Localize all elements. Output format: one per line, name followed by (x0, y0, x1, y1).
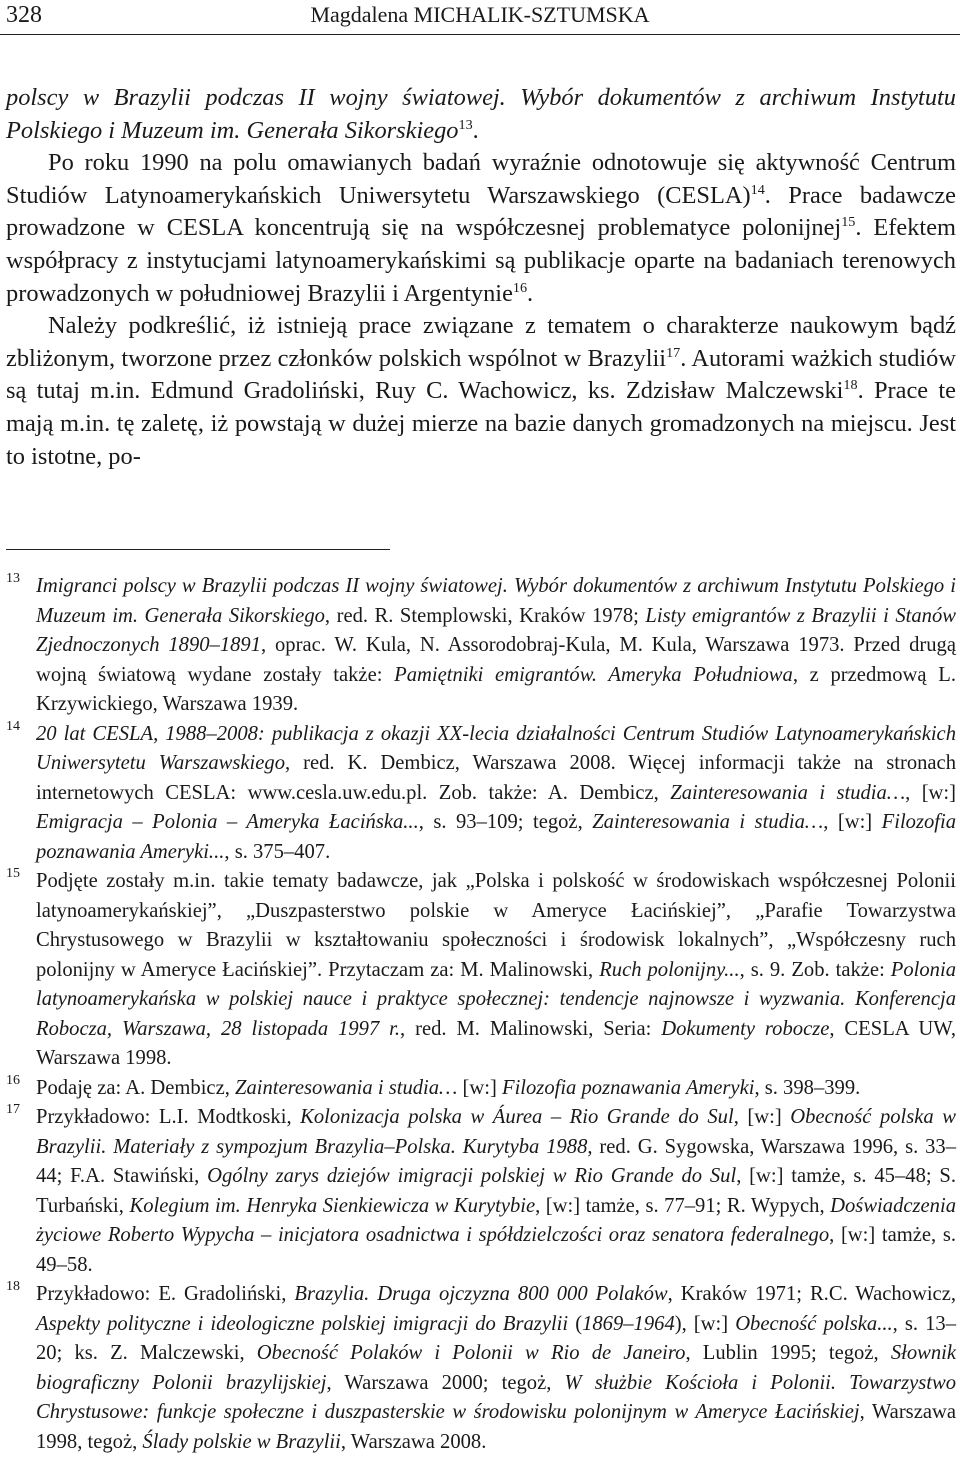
text-run: Słownik biograficzny Polonii brazylijskiej (36, 1342, 957, 1394)
text-run: , [w:] tamże, s. 45–48; S. Turbański, (36, 1165, 957, 1217)
footnote-number: 14 (6, 718, 20, 734)
text-run: polscy w Brazylii podczas II wojny światowej. Wybór dokumentów z archiwum Instytutu Polskiego i Muzeum im. Generała Sikorskiego (6, 84, 956, 144)
footnote-16 (6, 1074, 956, 1104)
body-paragraph-2 (6, 147, 956, 310)
footnote-reference: 14 (750, 181, 765, 198)
text-run: Filozofia poznawania Ameryki (501, 1076, 755, 1099)
text-run: Kolonizacja polska w Áurea – Rio Grande do Sul (300, 1106, 734, 1128)
text-run: Aspekty polityczne i ideologiczne polskiej imigracji do Brazylii (36, 1312, 569, 1335)
footnote-number: 18 (6, 1279, 20, 1294)
text-run: ( (568, 1312, 583, 1335)
footnote-number: 17 (6, 1102, 20, 1117)
text-run: 20 lat CESLA, 1988–2008: publikacja z okazji XX-lecia działalności Centrum Studiów Latynoamerykańskich Uniwersytetu Warszawskiego (36, 722, 956, 774)
text-run: , [w:] (823, 811, 882, 833)
footnote-15 (6, 867, 956, 1074)
text-run: Zainteresowania i studia… (592, 811, 824, 833)
page-number: 328 (6, 2, 42, 28)
text-run: , s. 398–399. (754, 1076, 861, 1099)
text-run: Podaję za: A. Dembicz, (36, 1076, 236, 1099)
text-run: Należy podkreślić, iż istnieją prace związane z tematem o charakterze naukowym bądź zbliżonym, tworzone przez członków polskich wspólnot w Brazylii (6, 312, 956, 372)
body-text (6, 82, 956, 473)
text-run: , Kraków 1971; R.C. Wachowicz, (667, 1283, 956, 1305)
text-run: , red. K. Dembicz, Warszawa 2008. Więcej informacji także na stronach internetowych CESLA: www.cesla.uw.edu.pl. Zob. także: A. Dembicz, (36, 752, 956, 804)
text-run: Filozofia poznawania Ameryki... (36, 811, 957, 863)
text-run: , z przedmową L. Krzywickiego, Warszawa 1939. (36, 663, 957, 715)
footnote-18 (6, 1280, 956, 1457)
text-run: , oprac. W. Kula, N. Assorodobraj-Kula, M. Kula, Warszawa 1973. Przed drugą wojną światową wydane zostały także: (36, 634, 956, 686)
text-run: Ruch polonijny... (599, 958, 740, 981)
text-run: ), [w:] (674, 1312, 736, 1335)
text-run: , [w:] (733, 1106, 791, 1128)
text-run: , [w:] tamże, s. 77–91; R. Wypych, (535, 1194, 831, 1217)
footnote-text (36, 870, 956, 1069)
text-run: Obecność polska... (735, 1312, 893, 1335)
footnote-text (36, 1283, 956, 1453)
text-run: Brazylia. Druga ojczyzna 800 000 Polaków (294, 1283, 668, 1305)
text-run: , red. G. Sygowska, Warszawa 1996, s. 33–44; F.A. Stawiński, (36, 1135, 956, 1187)
footnote-reference: 17 (666, 344, 681, 361)
footnote-text (36, 723, 956, 863)
text-run: , s. 9. Zob. także: (739, 958, 891, 981)
footnote-14 (6, 720, 956, 868)
footnote-reference: 15 (841, 214, 856, 231)
text-run: , Warszawa 2008. (340, 1430, 487, 1453)
text-run: Po roku 1990 na polu omawianych badań wyraźnie odnotowuje się aktywność Centrum Studiów Latynoamerykańskich Uniwersytetu Warszawskiego (CESLA) (6, 149, 956, 209)
text-run: [w:] (457, 1076, 502, 1099)
text-run: Doświadczenia życiowe Roberto Wypycha – inicjatora osadnictwa i spółdzielczości oraz senatora federalnego (36, 1194, 956, 1246)
body-paragraph-3 (6, 310, 956, 473)
footnote-number: 15 (6, 866, 20, 881)
page-header (0, 0, 960, 35)
text-run: , Warszawa 1998, tegoż, (36, 1401, 956, 1453)
text-run: Zainteresowania i studia… (670, 781, 906, 804)
text-run: Podjęte zostały m.in. takie tematy badawcze, jak „Polska i polskość w środowiskach współczesnej Polonii latynoamerykańskiej”, „Duszpasterstwo polskie w Ameryce Łacińskiej”, „Parafie Towarzystwa Chrystusowego w Brazylii w kształtowaniu społeczności i środowisk lokalnych”, „Współczesny ruch polonijny w Ameryce Łacińskiej”. Przytaczam za: M. Malinowski, (36, 870, 956, 981)
text-run: Obecność Polaków i Polonii w Rio de Janeiro (256, 1342, 686, 1364)
text-run: Obecność polska w Brazylii. Materiały z sympozjum Brazylia–Polska. Kurytyba 1988 (36, 1106, 956, 1158)
footnote-text (36, 575, 956, 715)
text-run: Emigracja – Polonia – Ameryka Łacińska... (36, 811, 419, 833)
text-run: Zainteresowania i studia… (235, 1076, 458, 1099)
text-run: Ślady polskie w Brazylii (142, 1430, 341, 1453)
footnote-reference: 13 (458, 116, 473, 133)
text-run: Ogólny zarys dziejów imigracji polskiej w Rio Grande do Sul (207, 1165, 737, 1187)
text-run: Pamiętniki emigrantów. Ameryka Południowa (394, 663, 793, 686)
text-run: . Prace te mają m.in. tę zaletę, iż powstają w dużej mierze na bazie danych gromadzonych na miejscu. Jest to istotne, po- (6, 377, 956, 470)
text-run: Imigranci polscy w Brazylii podczas II wojny światowej. Wybór dokumentów z archiwum Instytutu Polskiego i Muzeum im. Generała Sikorskiego (36, 575, 956, 627)
text-run: . Efektem współpracy z instytucjami latynoamerykańskimi są publikacje oparte na badaniach terenowych prowadzonych w południowej Brazylii i Argentynie (6, 214, 956, 307)
body-paragraph-1 (6, 82, 956, 147)
footnote-number: 13 (6, 571, 20, 586)
text-run: Przykładowo: L.I. Modtkoski, (36, 1106, 301, 1128)
text-run: , CESLA UW, Warszawa 1998. (36, 1017, 956, 1069)
text-run: , Warszawa 2000; tegoż, (326, 1371, 565, 1394)
footnotes (6, 572, 956, 1457)
text-run: , red. R. Stemplowski, Kraków 1978; (324, 604, 646, 627)
text-run: , s. 93–109; tegoż, (418, 811, 593, 833)
text-run: , [w:] tamże, s. 49–58. (36, 1224, 956, 1276)
footnote-reference: 18 (843, 377, 858, 394)
text-run: Kolegium im. Henryka Sienkiewicza w Kurytybie (129, 1194, 536, 1217)
text-run: Polonia latynoamerykańska w polskiej nauce i praktyce społecznej: tendencje najnowsze i wyzwania. Konferencja Robocza, Warszawa, 28 listopada 1997 r. (36, 958, 956, 1040)
text-run: , s. 13–20; ks. Z. Malczewski, (36, 1312, 956, 1364)
text-run: . (527, 279, 534, 307)
text-run: , Lublin 1995; tegoż, (685, 1342, 891, 1364)
footnote-17 (6, 1103, 956, 1280)
text-run: . (472, 116, 479, 144)
text-run: , s. 375–407. (224, 840, 331, 863)
footnote-reference: 16 (512, 279, 528, 296)
footnote-text (36, 1077, 860, 1099)
text-run: . Prace badawcze prowadzone w CESLA koncentrują się na współczesnej problematyce polonijnej (6, 181, 956, 242)
text-run: , red. M. Malinowski, Seria: (400, 1017, 662, 1040)
footnote-text (36, 1106, 956, 1276)
footnote-number: 16 (6, 1072, 20, 1088)
text-run: Listy emigrantów z Brazylii i Stanów Zjednoczonych 1890–1891 (36, 604, 957, 656)
text-run: Przykładowo: E. Gradoliński, (36, 1283, 295, 1305)
footnote-separator (6, 549, 390, 550)
footnote-13 (6, 572, 956, 720)
text-run: W służbie Kościoła i Polonii. Towarzystwo Chrystusowe: funkcje społeczne i duszpasterskie w środowisku polonijnym w Ameryce Łacińskiej (36, 1371, 956, 1423)
text-run: . Autorami ważkich studiów są tutaj m.in. Edmund Gradoliński, Ruy C. Wachowicz, ks. Zdzisław Malczewski (6, 344, 956, 405)
text-run: 1869–1964 (582, 1312, 675, 1335)
text-run: , [w:] (905, 781, 957, 804)
running-head: Magdalena MICHALIK-SZTUMSKA (310, 2, 650, 27)
text-run: Dokumenty robocze (661, 1017, 830, 1040)
